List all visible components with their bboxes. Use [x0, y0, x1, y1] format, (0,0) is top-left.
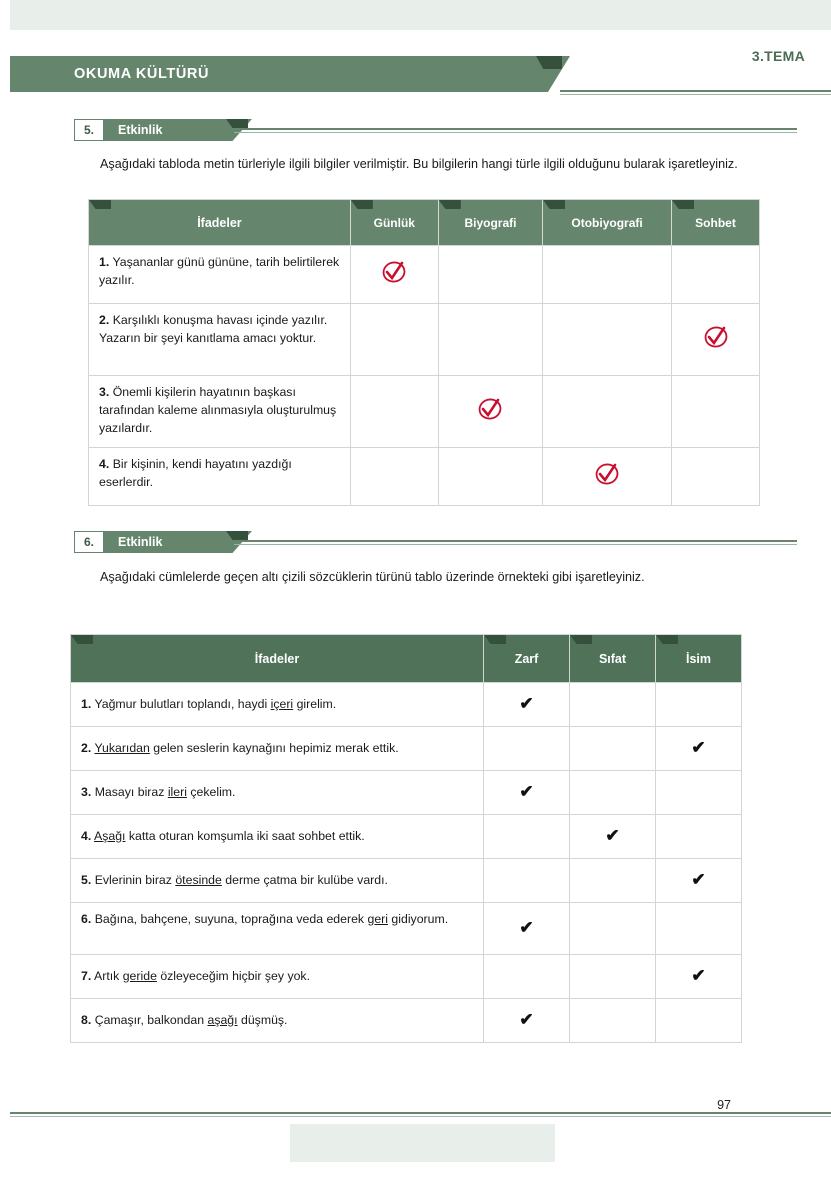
- check-icon: ✔: [519, 694, 534, 713]
- table-row: [71, 999, 742, 1043]
- activity-6-line-thin: [234, 544, 797, 545]
- table-row: [71, 727, 742, 771]
- table-row: [71, 955, 742, 999]
- table2-cell-r3-sifat[interactable]: [570, 771, 656, 815]
- row-statement: Bir kişinin, kendi hayatını yazdığı eserlerdir.: [99, 457, 292, 489]
- table2-row4-text: [71, 815, 484, 859]
- table2-cell-r2-sifat[interactable]: [570, 727, 656, 771]
- table1-cell-r2-gunluk[interactable]: [350, 304, 438, 376]
- activity-5-number: 5.: [74, 119, 104, 141]
- underlined-word: ileri: [167, 784, 187, 799]
- table1-row3-text: [89, 376, 351, 448]
- check-icon: ✔: [519, 918, 534, 937]
- row-pre: Yağmur bulutları toplandı, haydi: [94, 696, 271, 711]
- row-pre: Evlerinin biraz: [94, 872, 176, 887]
- table2-cell-r7-isim[interactable]: [656, 955, 742, 999]
- table-row: [71, 859, 742, 903]
- table2-cell-r4-zarf[interactable]: [484, 815, 570, 859]
- table1-col-biyografi: [438, 200, 542, 246]
- activity-6-line: [234, 540, 797, 542]
- table2-col-isim-label: İsim: [685, 651, 711, 666]
- table1-col-sohbet-label: Sohbet: [695, 215, 736, 230]
- page-left-margin: [0, 0, 10, 1184]
- table2-cell-r6-sifat[interactable]: [570, 903, 656, 955]
- row-pre: Çamaşır, balkondan: [94, 1012, 208, 1027]
- activity-6-instruction: Aşağıdaki cümlelerde geçen altı çizili sözcüklerin türünü tablo üzerinde örnekteki gibi işaretleyiniz.: [100, 570, 645, 584]
- cell-corner-tab: [351, 200, 373, 209]
- underlined-word: aşağı: [207, 1012, 238, 1027]
- table-row: [71, 903, 742, 955]
- table2-cell-r8-zarf[interactable]: [484, 999, 570, 1043]
- row-pre: Bağına, bahçene, suyuna, toprağına veda ederek: [94, 912, 368, 926]
- theme-label: 3.TEMA: [751, 48, 805, 64]
- table1-cell-r2-otobiyografi[interactable]: [543, 304, 672, 376]
- table2-cell-r5-isim[interactable]: [656, 859, 742, 903]
- activity-6-label: Etkinlik: [118, 535, 163, 549]
- table1-cell-r3-biyografi[interactable]: [438, 376, 542, 448]
- underlined-word: geride: [122, 968, 157, 983]
- footer-rule: [0, 1112, 831, 1114]
- table2-col-ifadeler-label: İfadeler: [254, 651, 300, 666]
- row-number: 7.: [81, 968, 92, 983]
- row-pre: Masayı biraz: [94, 784, 168, 799]
- header-rule-thin: [560, 94, 831, 95]
- red-check-icon: [381, 259, 407, 285]
- red-check-icon: [703, 324, 729, 350]
- row-number: 3.: [99, 385, 110, 399]
- page-title: OKUMA KÜLTÜRÜ: [74, 66, 210, 82]
- underlined-word: geri: [367, 912, 388, 926]
- check-icon: ✔: [691, 966, 706, 985]
- table-row: [89, 448, 760, 506]
- row-post: çekelim.: [186, 784, 236, 799]
- table2-cell-r7-zarf[interactable]: [484, 955, 570, 999]
- table2-cell-r6-zarf[interactable]: [484, 903, 570, 955]
- table1-cell-r4-otobiyografi[interactable]: [543, 448, 672, 506]
- check-icon: ✔: [519, 782, 534, 801]
- table1-row4-text: [89, 448, 351, 506]
- table-row: [71, 771, 742, 815]
- text-types-table: [88, 199, 760, 506]
- table2-col-isim: [656, 635, 742, 683]
- table1-col-gunluk: [350, 200, 438, 246]
- table1-cell-r4-gunluk[interactable]: [350, 448, 438, 506]
- check-icon: ✔: [691, 870, 706, 889]
- activity-5-instruction: Aşağıdaki tabloda metin türleriyle ilgili bilgiler verilmiştir. Bu bilgilerin hangi türle ilgili olduğunu bularak işaretleyiniz.: [100, 157, 738, 171]
- table-header-row: [89, 200, 760, 246]
- row-number: 1.: [99, 255, 110, 269]
- row-number: 2.: [81, 740, 92, 755]
- table2-row2-text: [71, 727, 484, 771]
- table2-cell-r1-zarf[interactable]: [484, 683, 570, 727]
- underlined-word: Aşağı: [94, 828, 126, 843]
- table2-cell-r5-sifat[interactable]: [570, 859, 656, 903]
- table1-cell-r3-otobiyografi[interactable]: [543, 376, 672, 448]
- table-row: [89, 376, 760, 448]
- row-number: 1.: [81, 696, 92, 711]
- activity-5-heading: [74, 119, 739, 141]
- table-row: [89, 246, 760, 304]
- table1-col-otobiyografi: [543, 200, 672, 246]
- cell-corner-tab: [89, 200, 111, 209]
- table2-cell-r4-sifat[interactable]: [570, 815, 656, 859]
- underlined-word: Yukarıdan: [94, 740, 150, 755]
- row-post: gidiyorum.: [388, 912, 449, 926]
- activity-5-line-thin: [234, 132, 797, 133]
- row-post: katta oturan komşumla iki saat sohbet ettik.: [125, 828, 365, 843]
- table2-row6-text: [71, 903, 484, 955]
- row-number: 5.: [81, 872, 92, 887]
- footer-rule-thin: [0, 1116, 831, 1117]
- page-top-band: [0, 0, 831, 30]
- table2-row8-text: [71, 999, 484, 1043]
- table-header-row: [71, 635, 742, 683]
- table1-cell-r1-sohbet[interactable]: [672, 246, 760, 304]
- cell-corner-tab: [570, 635, 592, 644]
- table2-cell-r6-isim[interactable]: [656, 903, 742, 955]
- table1-col-ifadeler: [89, 200, 351, 246]
- cell-corner-tab: [672, 200, 694, 209]
- table1-cell-r2-sohbet[interactable]: [672, 304, 760, 376]
- table2-row1-text: [71, 683, 484, 727]
- table2-row3-text: [71, 771, 484, 815]
- check-icon: ✔: [691, 738, 706, 757]
- table1-row2-text: [89, 304, 351, 376]
- activity-5-line: [234, 128, 797, 130]
- table2-col-sifat: [570, 635, 656, 683]
- table1-col-sohbet: [672, 200, 760, 246]
- red-check-icon: [594, 461, 620, 487]
- table2-row7-text: [71, 955, 484, 999]
- check-icon: ✔: [605, 826, 620, 845]
- table-row: [71, 683, 742, 727]
- table1-col-ifadeler-label: İfadeler: [197, 215, 242, 230]
- footer-band: [290, 1124, 555, 1162]
- table1-cell-r4-sohbet[interactable]: [672, 448, 760, 506]
- table2-cell-r2-isim[interactable]: [656, 727, 742, 771]
- table2-cell-r5-zarf[interactable]: [484, 859, 570, 903]
- table1-cell-r2-biyografi[interactable]: [438, 304, 542, 376]
- row-statement: Önemli kişilerin hayatının başkası tarafından kaleme alınmasıyla oluşturulmuş yazılardır.: [99, 385, 337, 435]
- table1-col-gunluk-label: Günlük: [373, 215, 415, 230]
- table2-row5-text: [71, 859, 484, 903]
- row-number: 2.: [99, 313, 110, 327]
- table1-cell-r1-biyografi[interactable]: [438, 246, 542, 304]
- cell-corner-tab: [656, 635, 678, 644]
- row-pre: Artık: [94, 968, 123, 983]
- row-number: 6.: [81, 912, 92, 926]
- table2-cell-r2-zarf[interactable]: [484, 727, 570, 771]
- table1-cell-r1-otobiyografi[interactable]: [543, 246, 672, 304]
- table-row: [71, 815, 742, 859]
- table1-col-otobiyografi-label: Otobiyografi: [571, 215, 643, 230]
- table2-col-zarf-label: Zarf: [514, 651, 539, 666]
- row-statement: Yaşananlar günü gününe, tarih belirtilerek yazılır.: [99, 255, 340, 287]
- row-number: 4.: [99, 457, 110, 471]
- row-post: düşmüş.: [237, 1012, 288, 1027]
- table1-cell-r3-sohbet[interactable]: [672, 376, 760, 448]
- cell-corner-tab: [484, 635, 506, 644]
- table2-col-sifat-label: Sıfat: [598, 651, 627, 666]
- cell-corner-tab: [439, 200, 461, 209]
- table2-cell-r7-sifat[interactable]: [570, 955, 656, 999]
- table2-cell-r4-isim[interactable]: [656, 815, 742, 859]
- activity-6-heading: [74, 531, 739, 553]
- table2-cell-r8-isim[interactable]: [656, 999, 742, 1043]
- table1-col-biyografi-label: Biyografi: [464, 215, 517, 230]
- red-check-icon: [477, 396, 503, 422]
- table2-col-zarf: [484, 635, 570, 683]
- row-number: 8.: [81, 1012, 92, 1027]
- table1-cell-r1-gunluk[interactable]: [350, 246, 438, 304]
- row-post: gelen seslerin kaynağını hepimiz merak ettik.: [149, 740, 399, 755]
- table2-cell-r1-sifat[interactable]: [570, 683, 656, 727]
- table2-cell-r3-isim[interactable]: [656, 771, 742, 815]
- header-rule: [560, 90, 831, 92]
- row-statement: Karşılıklı konuşma havası içinde yazılır. Yazarın bir şeyi kanıtlama amacı yoktur.: [99, 313, 328, 345]
- check-icon: ✔: [519, 1010, 534, 1029]
- activity-5-label: Etkinlik: [118, 123, 163, 137]
- page-header: [0, 30, 831, 92]
- underlined-word: içeri: [270, 696, 294, 711]
- page-number: 97: [717, 1098, 731, 1112]
- table2-cell-r1-isim[interactable]: [656, 683, 742, 727]
- table2-cell-r8-sifat[interactable]: [570, 999, 656, 1043]
- underlined-word: ötesinde: [175, 872, 222, 887]
- row-number: 4.: [81, 828, 92, 843]
- table1-cell-r4-biyografi[interactable]: [438, 448, 542, 506]
- cell-corner-tab: [71, 635, 93, 644]
- word-type-table: [70, 634, 742, 1043]
- activity-6-number: 6.: [74, 531, 104, 553]
- table2-col-ifadeler: [71, 635, 484, 683]
- table-row: [89, 304, 760, 376]
- row-post: derme çatma bir kulübe vardı.: [221, 872, 388, 887]
- table2-cell-r3-zarf[interactable]: [484, 771, 570, 815]
- table1-cell-r3-gunluk[interactable]: [350, 376, 438, 448]
- cell-corner-tab: [543, 200, 565, 209]
- table1-row1-text: [89, 246, 351, 304]
- row-post: girelim.: [293, 696, 337, 711]
- row-post: özleyeceğim hiçbir şey yok.: [156, 968, 310, 983]
- row-number: 3.: [81, 784, 92, 799]
